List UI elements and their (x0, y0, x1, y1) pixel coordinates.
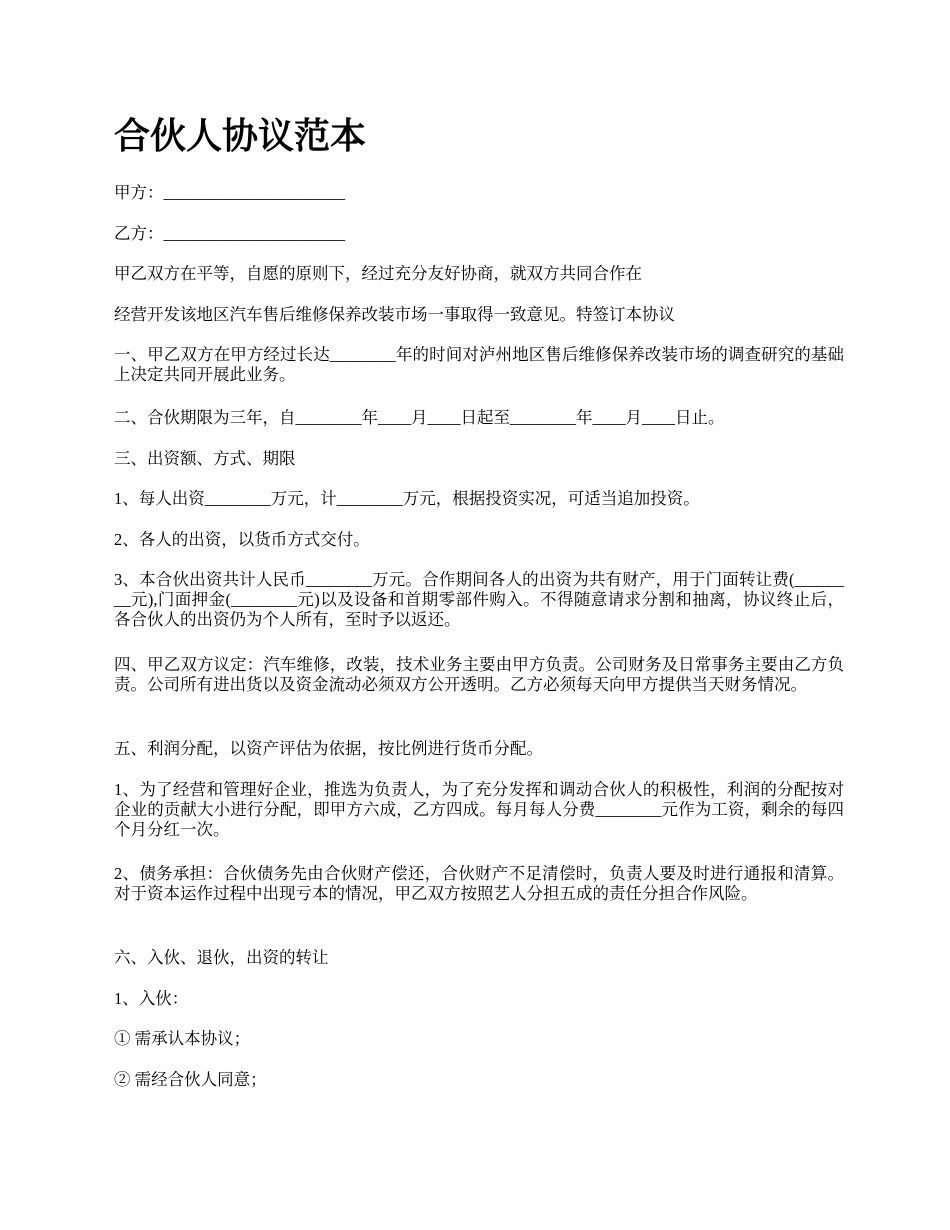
clause-4-paragraph: 四、甲乙双方议定：汽车维修，改装，技术业务主要由甲方负责。公司财务及日常事务主要由乙方负责。公司所有进出货以及资金流动必须双方公开透明。乙方必须每天向甲方提供当天财务情况。 (114, 655, 844, 694)
clause-2-paragraph: 二、合伙期限为三年，自________年____月____日起至________年____月____日止。 (114, 408, 725, 427)
party-b-line: 乙方：______________________ (114, 224, 345, 243)
clause-6-subitem-1: ① 需承认本协议； (114, 1029, 251, 1048)
clause-3-item-3: 3、本合伙出资共计人民币________万元。合作期间各人的出资为共有财产，用于门面转让费(________元),门面押金(________元)以及设备和首期零部件购入。不得随意请求分割和抽离，协议终止后，各合伙人的出资仍为个人所有，至时予以返还。 (114, 570, 844, 629)
clause-3-item-1: 1、每人出资________万元，计________万元，根据投资实况，可适当追加投资。 (114, 489, 700, 508)
clause-1-paragraph: 一、甲乙双方在甲方经过长达________年的时间对泸州地区售后维修保养改装市场的调查研究的基础上决定共同开展此业务。 (114, 345, 844, 384)
intro-paragraph-line-1: 甲乙双方在平等，自愿的原则下，经过充分友好协商，就双方共同合作在 (114, 264, 642, 283)
clause-5-item-1: 1、为了经营和管理好企业，推选为负责人，为了充分发挥和调动合伙人的积极性，利润的分配按对企业的贡献大小进行分配，即甲方六成，乙方四成。每月每人分费________元作为工资，剩余的每四个月分红一次。 (114, 780, 844, 839)
clause-6-subitem-2: ② 需经合伙人同意； (114, 1070, 267, 1089)
intro-paragraph-line-2: 经营开发该地区汽车售后维修保养改装市场一事取得一致意见。特签订本协议 (114, 305, 675, 324)
clause-3-item-2: 2、各人的出资，以货币方式交付。 (114, 530, 370, 549)
clause-5-item-2: 2、债务承担：合伙债务先由合伙财产偿还，合伙财产不足清偿时，负责人要及时进行通报和清算。对于资本运作过程中出现亏本的情况，甲乙双方按照艺人分担五成的责任分担合作风险。 (114, 864, 844, 903)
document-title: 合伙人协议范本 (114, 116, 367, 156)
clause-5-heading: 五、利润分配，以资产评估为依据，按比例进行货币分配。 (114, 739, 543, 758)
party-a-line: 甲方：______________________ (114, 183, 345, 202)
clause-3-heading: 三、出资额、方式、期限 (114, 449, 296, 468)
clause-6-item-1: 1、入伙： (114, 989, 189, 1008)
clause-6-heading: 六、入伙、退伙，出资的转让 (114, 948, 329, 967)
